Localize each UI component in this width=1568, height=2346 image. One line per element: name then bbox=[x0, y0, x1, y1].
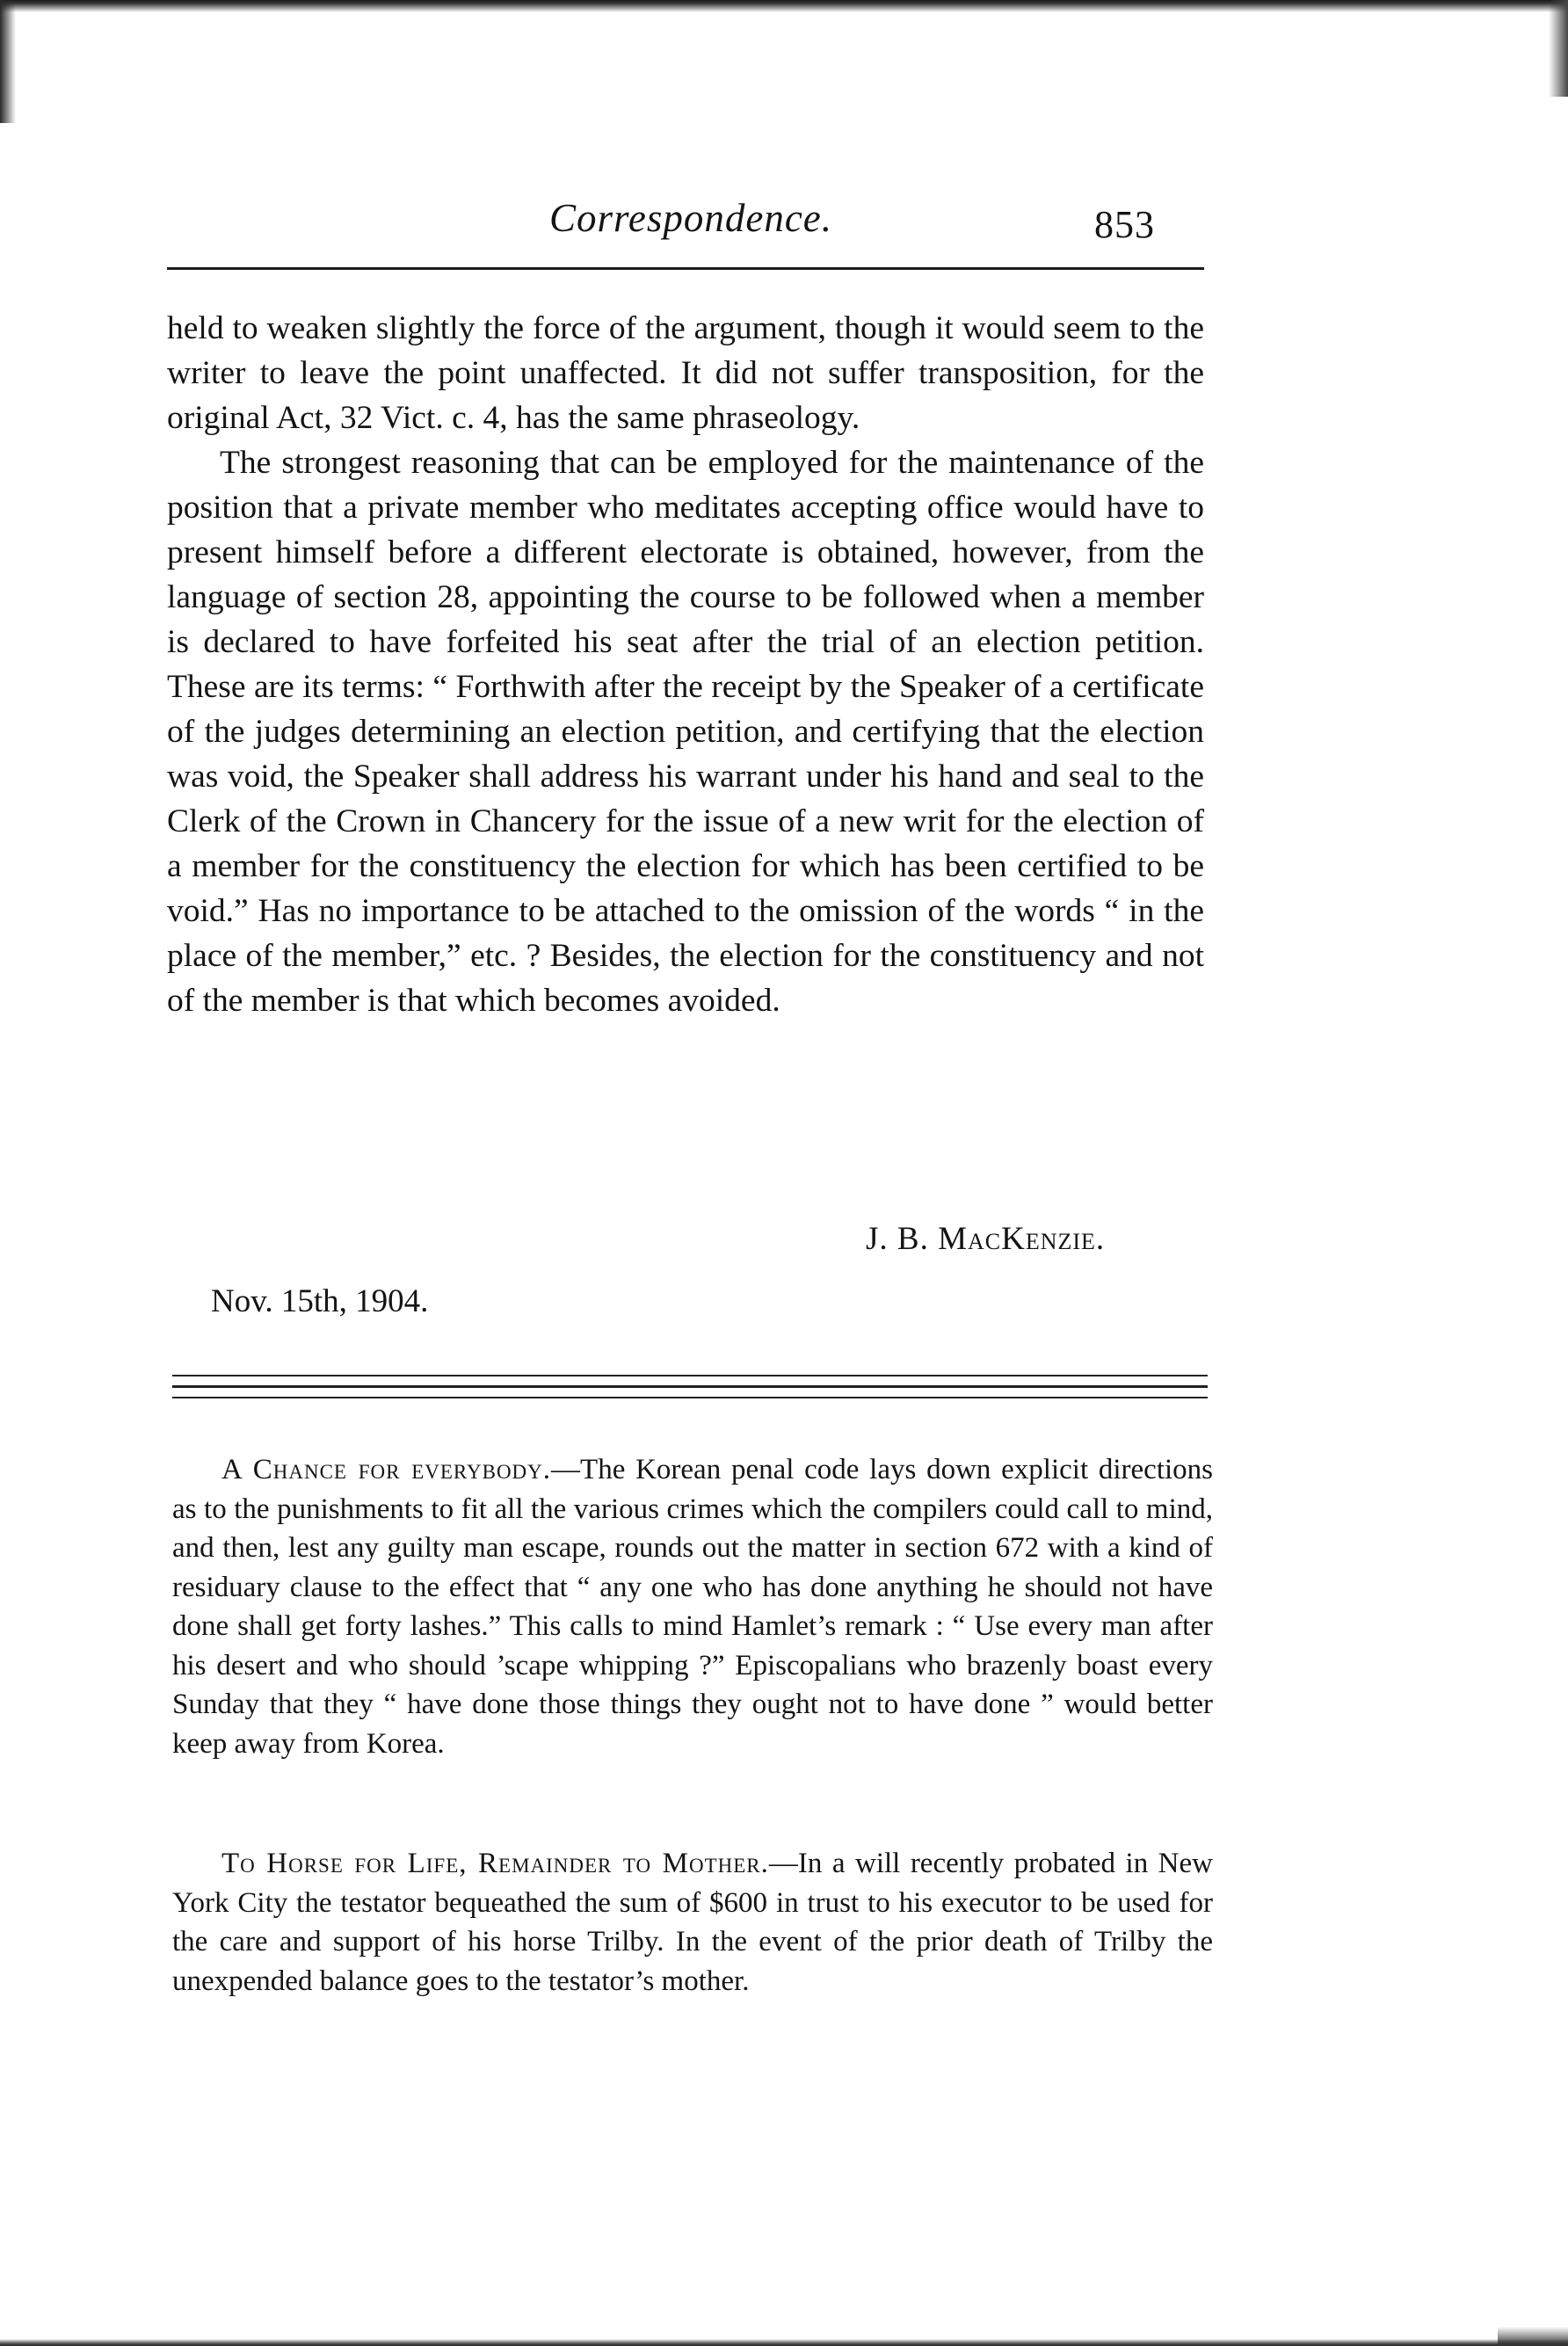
letter-paragraph-continued: held to weaken slightly the force of the argument, though it would seem to the writer to leave the point unaffected. It did not suffer transposition, for the original Act, 32 Vict. c. 4, has the same phraseology. bbox=[167, 310, 1204, 436]
note-paragraph bbox=[172, 1450, 1213, 1763]
scan-edge-top bbox=[0, 0, 1568, 12]
note-heading: A Chance for everybody. bbox=[221, 1454, 552, 1485]
signature-surname: MacKenzie. bbox=[938, 1221, 1106, 1257]
scan-edge-right bbox=[1549, 0, 1568, 97]
letter-date: Nov. 15th, 1904. bbox=[211, 1283, 429, 1319]
section-divider-rule bbox=[172, 1397, 1208, 1398]
note-body: —The Korean penal code lays down explicit directions as to the punishments to fit all the various crimes which the compilers could call to mind, and then, lest any guilty man escape, rounds out the matter in section 672 with a kind of residuary clause to the effect that “ any one who has done anything he should not have done shall get forty lashes.” This calls to mind Hamlet’s remark : “ Use every man after his desert and who should ’scape whipping ?” Episcopalians who brazenly boast every Sunday that they “ have done those things they ought not to have done ” would better keep away from Korea. bbox=[172, 1454, 1214, 1760]
news-note bbox=[172, 1450, 1213, 1763]
letter-paragraph: The strongest reasoning that can be employed for the maintenance of the position that a private member who meditates accepting office would have to present himself before a different electorate is obtained, however, from the language of section 28, appointing the course to be followed when a member is declared to have forfeited his seat after the trial of an election petition. These are its terms: “ Forthwith after the receipt by the Speaker of a certificate of the judges determining an election petition, and certifying that the election was void, the Speaker shall address his warrant under his hand and seal to the Clerk of the Crown in Chancery for the issue of a new writ for the election of a member for the constituency the election for which has been certified to be void.” Has no importance to be attached to the omission of the words “ in the place of the member,” etc. ? Besides, the election for the constituency and not of the member is that which becomes avoided. bbox=[167, 445, 1204, 1019]
note-body: —In a will recently probated in New York City the testator bequeathed the sum of $600 in trust to his executor to be used for the care and support of his horse Trilby. In the event of the prior death of Trilby the unexpended balance goes to the testator’s mother. bbox=[172, 1848, 1213, 1997]
signature-initials: J. B. bbox=[866, 1221, 939, 1257]
running-head bbox=[167, 195, 1204, 265]
section-divider-rule bbox=[172, 1375, 1208, 1376]
scan-edge-bottom-right bbox=[1498, 2327, 1568, 2346]
section-divider-rule bbox=[172, 1385, 1208, 1388]
header-rule bbox=[167, 267, 1204, 270]
note-paragraph bbox=[172, 1844, 1213, 2001]
running-title: Correspondence. bbox=[549, 196, 833, 240]
scan-edge-bottom bbox=[0, 2339, 1568, 2346]
page-number: 853 bbox=[1094, 203, 1155, 246]
note-heading: To Horse for Life, Remainder to Mother. bbox=[221, 1848, 769, 1879]
letter-body bbox=[167, 306, 1204, 1023]
news-note bbox=[172, 1844, 1213, 2001]
scan-edge-left bbox=[0, 0, 16, 123]
letter-signature bbox=[866, 1220, 1105, 1258]
